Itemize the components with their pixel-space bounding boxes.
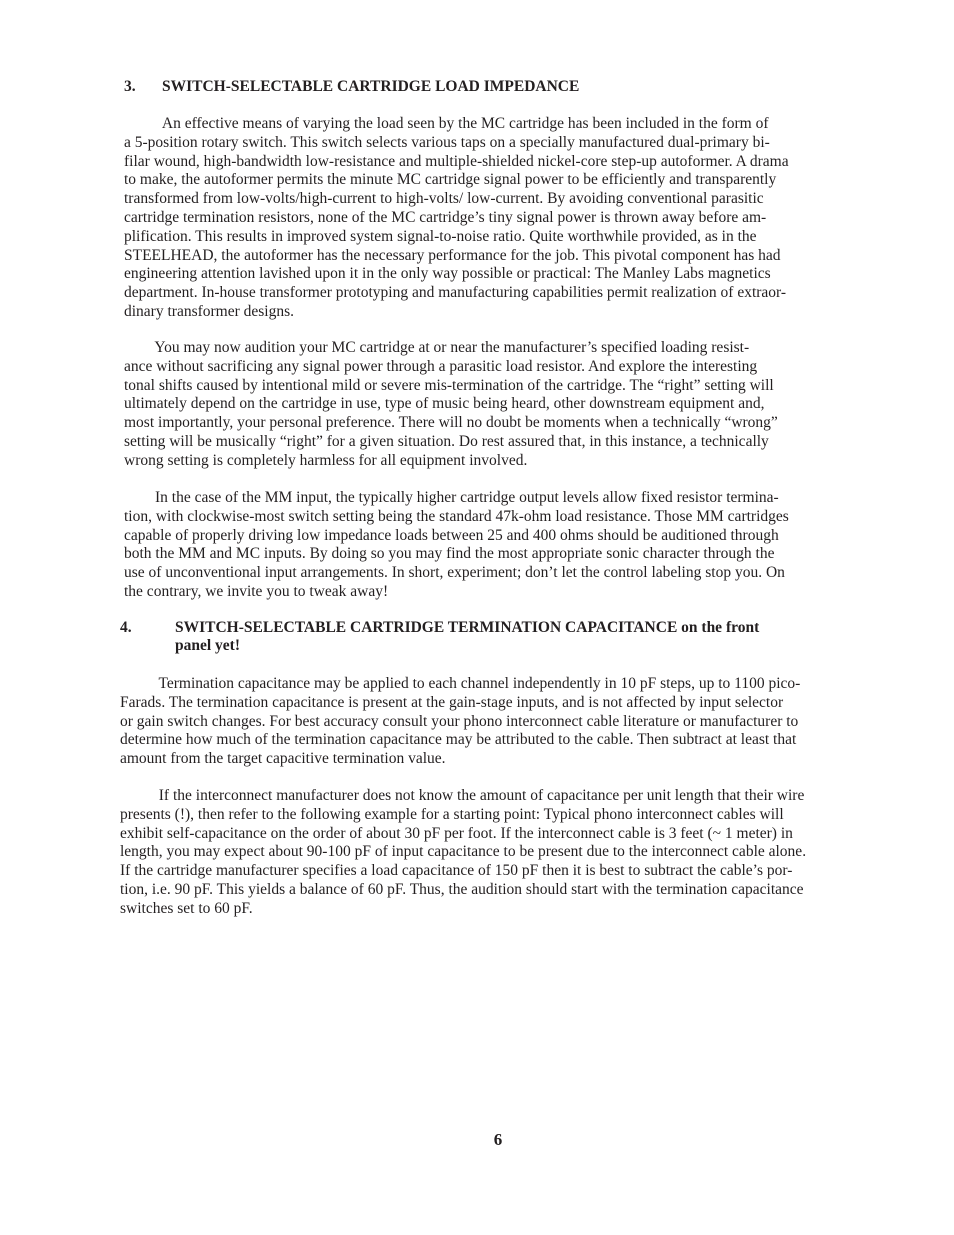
text-line: ance without sacrificing any signal power through a parasitic load resistor. And explore the interesting — [124, 357, 758, 375]
page-number: 6 — [493, 1130, 503, 1149]
section-number: 3. — [124, 78, 136, 95]
text-line: engineering attention lavished upon it in the only way possible or practical: The Manley Labs magnetics — [124, 265, 771, 283]
text-line: plification. This results in improved system signal-to-noise ratio. Quite worthwhile provided, as in the — [124, 227, 757, 245]
text-line: ultimately depend on the cartridge in use, type of music being heard, other downstream equipment and, — [124, 395, 765, 413]
text-line: If the interconnect manufacturer does not know the amount of capacitance per unit length that their wire — [120, 787, 805, 804]
text-line: Farads. The termination capacitance is present at the gain-stage inputs, and is not affected by input selector — [120, 693, 784, 711]
text-line: capable of properly driving low impedance loads between 25 and 400 ohms should be auditioned through — [124, 526, 779, 544]
paragraph — [124, 115, 789, 322]
text-line: cartridge termination resistors, none of the MC cartridge’s tiny signal power is thrown away before am- — [124, 208, 767, 226]
text-line: department. In-house transformer prototyping and manufacturing capabilities permit realization of extraor- — [124, 284, 787, 302]
text-line: dinary transformer designs. — [124, 302, 295, 320]
text-line: to make, the autoformer permits the minute MC cartridge signal power to be efficiently and transparently — [124, 171, 777, 189]
text-line: filar wound, high-bandwidth low-resistance and multiple-shielded nickel-core step-up autoformer. A drama — [124, 152, 789, 170]
text-line: both the MM and MC inputs. By doing so you may find the most appropriate sonic character through the — [124, 545, 775, 563]
text-line: setting will be musically “right” for a given situation. Do rest assured that, in this instance, a technically — [124, 432, 769, 450]
section-title-line: SWITCH-SELECTABLE CARTRIDGE LOAD IMPEDANCE — [162, 78, 580, 95]
text-line: In the case of the MM input, the typically higher cartridge output levels allow fixed resistor termina- — [124, 489, 779, 506]
text-line: switches set to 60 pF. — [120, 899, 253, 917]
text-line: STEELHEAD, the autoformer has the necessary performance for the job. This pivotal component has had — [124, 246, 781, 264]
section-4-heading — [120, 619, 759, 655]
text-line: use of unconventional input arrangements. In short, experiment; don’t let the control labeling stop you. On — [124, 564, 785, 582]
text-line: or gain switch changes. For best accuracy consult your phono interconnect cable literature or manufacturer to — [120, 712, 799, 730]
text-line: You may now audition your MC cartridge at or near the manufacturer’s specified loading resist- — [124, 339, 750, 356]
section-title-line: panel yet! — [175, 637, 241, 654]
text-line: tonal shifts caused by intentional mild or severe mis-termination of the cartridge. The “right” setting will — [124, 376, 774, 394]
text-line: presents (!), then refer to the following example for a starting point: Typical phono interconnect cables will — [120, 805, 784, 823]
text-line: transformed from low-volts/high-current to high-volts/ low-current. By avoiding conventional parasitic — [124, 190, 764, 208]
text-line: amount from the target capacitive termination value. — [120, 750, 446, 768]
paragraph — [124, 339, 778, 471]
paragraph — [120, 787, 806, 919]
text-line: tion, with clockwise-most switch setting being the standard 47k-ohm load resistance. Those MM cartridges — [124, 507, 789, 525]
text-line: the contrary, we invite you to tweak away! — [124, 582, 389, 600]
section-3-heading — [124, 78, 579, 96]
section-title — [162, 78, 579, 96]
paragraph — [120, 675, 800, 769]
text-line: Termination capacitance may be applied to each channel independently in 10 pF steps, up to 1100 pico- — [120, 675, 801, 692]
section-title-line: SWITCH-SELECTABLE CARTRIDGE TERMINATION CAPACITANCE on the front — [175, 619, 760, 636]
text-line: An effective means of varying the load seen by the MC cartridge has been included in the form of — [124, 115, 769, 132]
paragraph — [124, 489, 789, 602]
text-line: most importantly, your personal preference. There will no doubt be moments when a technically “wrong” — [124, 414, 778, 432]
text-line: If the cartridge manufacturer specifies a load capacitance of 150 pF then it is best to subtract the cable’s por- — [120, 862, 793, 880]
text-line: length, you may expect about 90-100 pF of input capacitance to be present due to the interconnect cable alone. — [120, 843, 807, 861]
text-line: tion, i.e. 90 pF. This yields a balance of 60 pF. Thus, the audition should start with the termination capacitance — [120, 880, 804, 898]
text-line: wrong setting is completely harmless for all equipment involved. — [124, 451, 528, 469]
text-line: exhibit self-capacitance on the order of about 30 pF per foot. If the interconnect cable is 3 feet (~ 1 meter) in — [120, 824, 793, 842]
section-title — [175, 619, 759, 655]
section-number: 4. — [120, 619, 132, 636]
text-line: a 5-position rotary switch. This switch selects various taps on a specially manufactured dual-primary bi- — [124, 133, 770, 151]
text-line: determine how much of the termination capacitance may be attributed to the cable. Then subtract at least that — [120, 731, 797, 749]
